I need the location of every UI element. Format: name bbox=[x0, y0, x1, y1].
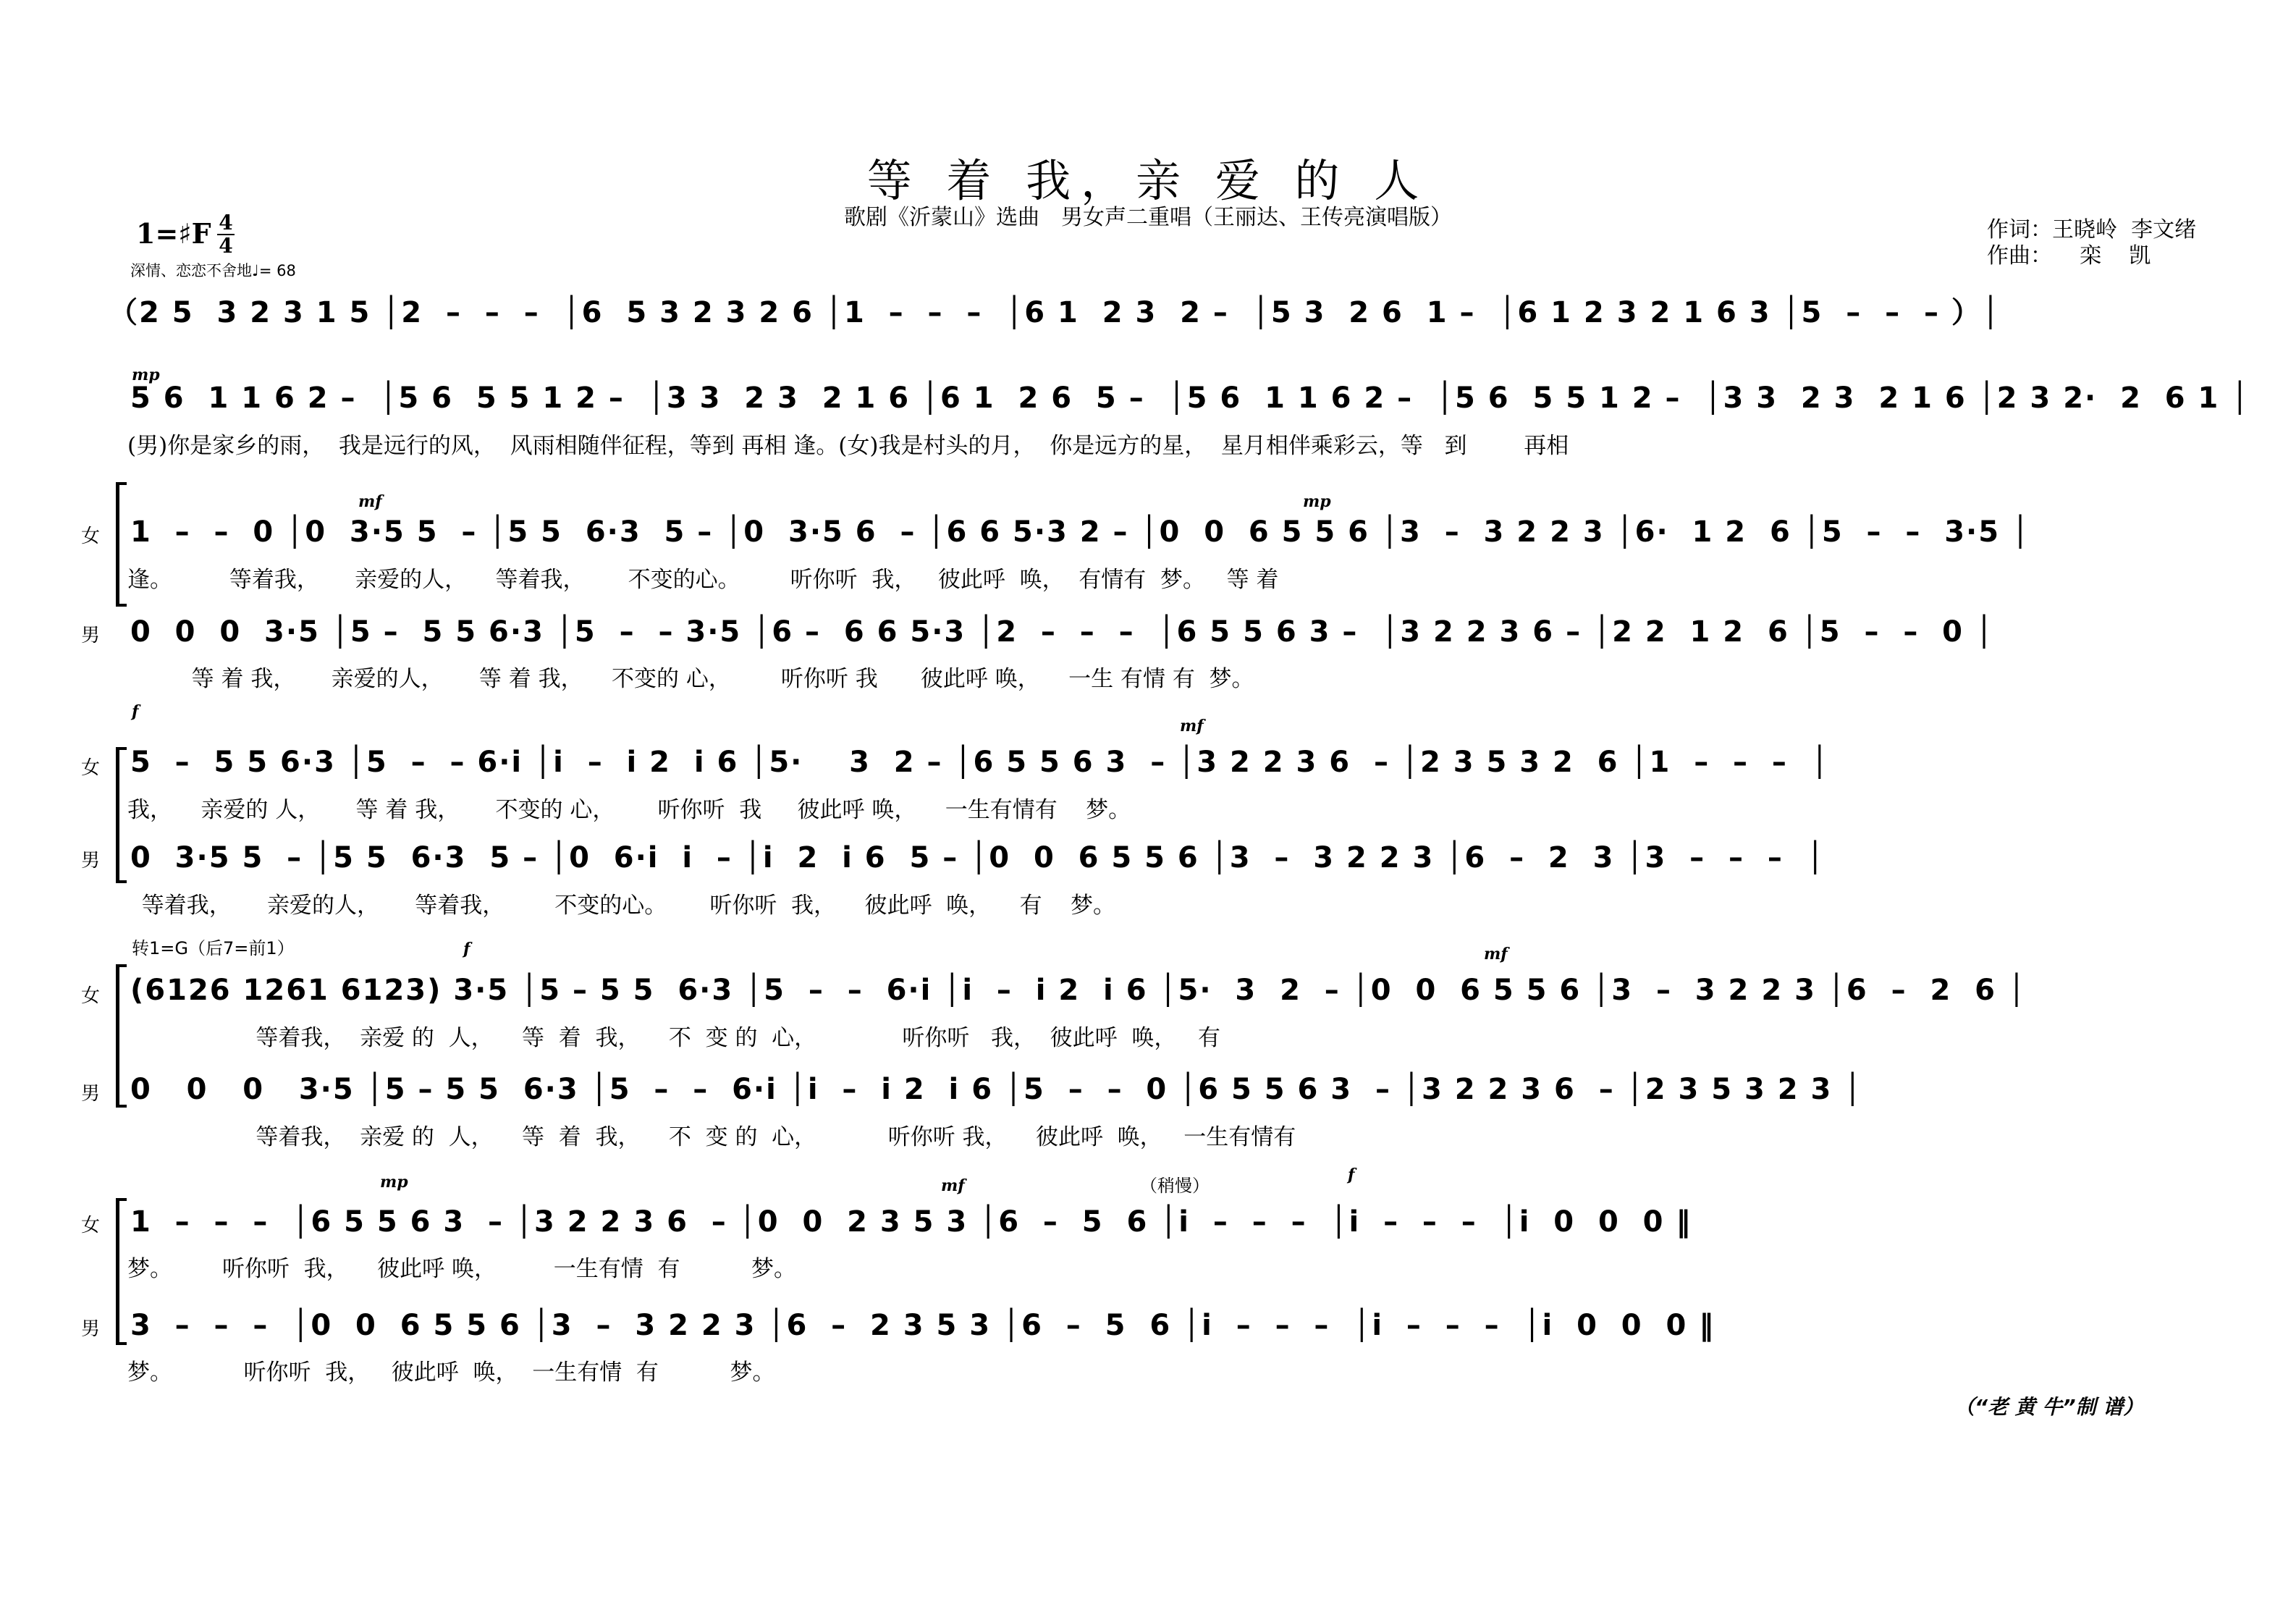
footer-credit: （“老 黄 牛”制 谱） bbox=[1954, 1395, 2144, 1419]
verse-lyrics: (男)你是家乡的雨， 我是远行的风， 风雨相随伴征程，等到 再相 逢。(女)我是村头的月， 你是远方的星， 星月相伴乘彩云，等 到 再相 bbox=[127, 433, 1569, 459]
female-notes: 1 – – 0 │0 3·5 5 – │5 5 6·3 5 – │0 3·5 6 – │6 6 5·3 2 – │0 0 6 5 5 6 │3 – 3 2 2 3 │6· 1 2 6 │5 – – 3·5 │ bbox=[130, 515, 2031, 549]
composer-credit: 作曲： 栾 凯 bbox=[1987, 243, 2151, 269]
dynamic-mark: mf bbox=[358, 492, 382, 511]
female-lyrics: 梦。 听你听 我， 彼此呼 唤， 一生有情 有 梦。 bbox=[127, 1256, 797, 1282]
intro-notes: （2 5 3 2 3 1 5 │2 – – – │6 5 3 2 3 2 6 │1 – – – │6 1 2 3 2 – │5 3 2 6 1 – │6 1 2 3 2 1 6 3 │5 – – – ）│ bbox=[109, 296, 2001, 329]
system-brace bbox=[116, 747, 127, 883]
female-part-label: 女 bbox=[81, 1215, 101, 1236]
dynamic-mark: mp bbox=[1303, 492, 1331, 511]
male-part-label: 男 bbox=[81, 850, 101, 872]
male-part-label: 男 bbox=[81, 1083, 101, 1105]
tempo-marking: 深情、恋恋不舍地♩= 68 bbox=[130, 262, 296, 279]
dynamic-mark: mf bbox=[1484, 945, 1508, 964]
dynamic-mark: f bbox=[463, 940, 470, 958]
female-part-label: 女 bbox=[81, 985, 101, 1007]
dynamic-mark: mf bbox=[1180, 717, 1204, 735]
male-notes: 3 – – – │0 0 6 5 5 6 │3 – 3 2 2 3 │6 – 2 3 5 3 │6 – 5 6 │i – – – │i – – – │i 0 0 0 ‖ bbox=[130, 1309, 1715, 1342]
female-lyrics: 我， 亲爱的 人， 等 着 我， 不变的 心， 听你听 我 彼此呼 唤， 一生有情有 梦。 bbox=[127, 797, 1131, 823]
modulation-marking: 转1=G（后7=前1） bbox=[132, 938, 295, 958]
time-signature-bottom: 4 bbox=[219, 234, 233, 258]
female-part-label: 女 bbox=[81, 757, 101, 779]
male-lyrics: 等 着 我， 亲爱的人， 等 着 我， 不变的 心， 听你听 我 彼此呼 唤， 一生 有情 有 梦。 bbox=[127, 666, 1254, 692]
dynamic-mark: mp bbox=[132, 366, 160, 384]
system-brace bbox=[116, 1198, 127, 1345]
male-notes: 0 0 0 3·5 │5 – 5 5 6·3 │5 – – 6·i │i – i 2 i 6 │5 – – 0 │6 5 5 6 3 – │3 2 2 3 6 – │2 3 5 3 2 3 │ bbox=[130, 1073, 1863, 1106]
system-brace bbox=[116, 964, 127, 1108]
male-lyrics: 等着我， 亲爱 的 人， 等 着 我， 不 变 的 心， 听你听 我， 彼此呼 唤， 一生有情有 bbox=[127, 1124, 1296, 1150]
female-part-label: 女 bbox=[81, 526, 101, 547]
key-signature: 1=♯F bbox=[136, 217, 211, 250]
male-notes: 0 3·5 5 – │5 5 6·3 5 – │0 6·i i – │i 2 i 6 5 – │0 0 6 5 5 6 │3 – 3 2 2 3 │6 – 2 3 │3 – – – │ bbox=[130, 841, 1826, 874]
female-lyrics: 等着我， 亲爱 的 人， 等 着 我， 不 变 的 心， 听你听 我， 彼此呼 唤， 有 bbox=[127, 1025, 1220, 1051]
time-signature bbox=[217, 212, 235, 257]
male-part-label: 男 bbox=[81, 625, 101, 646]
verse-notes: 5 6 1 1 6 2 – │5 6 5 5 1 2 – │3 3 2 3 2 1 6 │6 1 2 6 5 – │5 6 1 1 6 2 – │5 6 5 5 1 2 – │3 3 2 3 2 1 6 │2 3 2· 2 6 1 │ bbox=[130, 381, 2250, 415]
male-part-label: 男 bbox=[81, 1318, 101, 1340]
system-brace bbox=[116, 482, 127, 607]
female-notes: (6126 1261 6123) 3·5 │5 – 5 5 6·3 │5 – – 6·i │i – i 2 i 6 │5· 3 2 – │0 0 6 5 5 6 │3 – 3 2 2 3 │6 – 2 6 │ bbox=[130, 974, 2027, 1007]
dynamic-mark: mp bbox=[380, 1173, 408, 1192]
male-lyrics: 梦。 听你听 我， 彼此呼 唤， 一生有情 有 梦。 bbox=[127, 1359, 775, 1386]
dynamic-mark: f bbox=[132, 702, 139, 721]
dynamic-mark: f bbox=[1348, 1165, 1355, 1184]
male-notes: 0 0 0 3·5 │5 – 5 5 6·3 │5 – – 3·5 │6 – 6 6 5·3 │2 – – – │6 5 5 6 3 – │3 2 2 3 6 – │2 2 1 2 6 │5 – – 0 │ bbox=[130, 615, 1995, 649]
male-lyrics: 等着我， 亲爱的人， 等着我， 不变的心。 听你听 我， 彼此呼 唤， 有 梦。 bbox=[127, 893, 1116, 919]
subtitle: 歌剧《沂蒙山》选曲 男女声二重唱（王丽达、王传亮演唱版） bbox=[844, 205, 1452, 230]
lyricist-credit: 作词：王晓岭 李文绪 bbox=[1987, 217, 2197, 243]
tempo-change-marking: （稍慢） bbox=[1140, 1176, 1210, 1196]
female-lyrics: 逢。 等着我， 亲爱的人， 等着我， 不变的心。 听你听 我， 彼此呼 唤， 有情有 梦。 等 着 bbox=[127, 567, 1279, 593]
page-title: 等 着 我，亲 爱 的 人 bbox=[866, 154, 1430, 207]
female-notes: 1 – – – │6 5 5 6 3 – │3 2 2 3 6 – │0 0 2 3 5 3 │6 – 5 6 │i – – – │i – – – │i 0 0 0 ‖ bbox=[130, 1205, 1692, 1239]
female-notes: 5 – 5 5 6·3 │5 – – 6·i │i – i 2 i 6 │5· 3 2 – │6 5 5 6 3 – │3 2 2 3 6 – │2 3 5 3 2 6 │1 – – – │ bbox=[130, 746, 1830, 779]
dynamic-mark: mf bbox=[941, 1176, 965, 1195]
time-signature-top: 4 bbox=[219, 211, 233, 235]
